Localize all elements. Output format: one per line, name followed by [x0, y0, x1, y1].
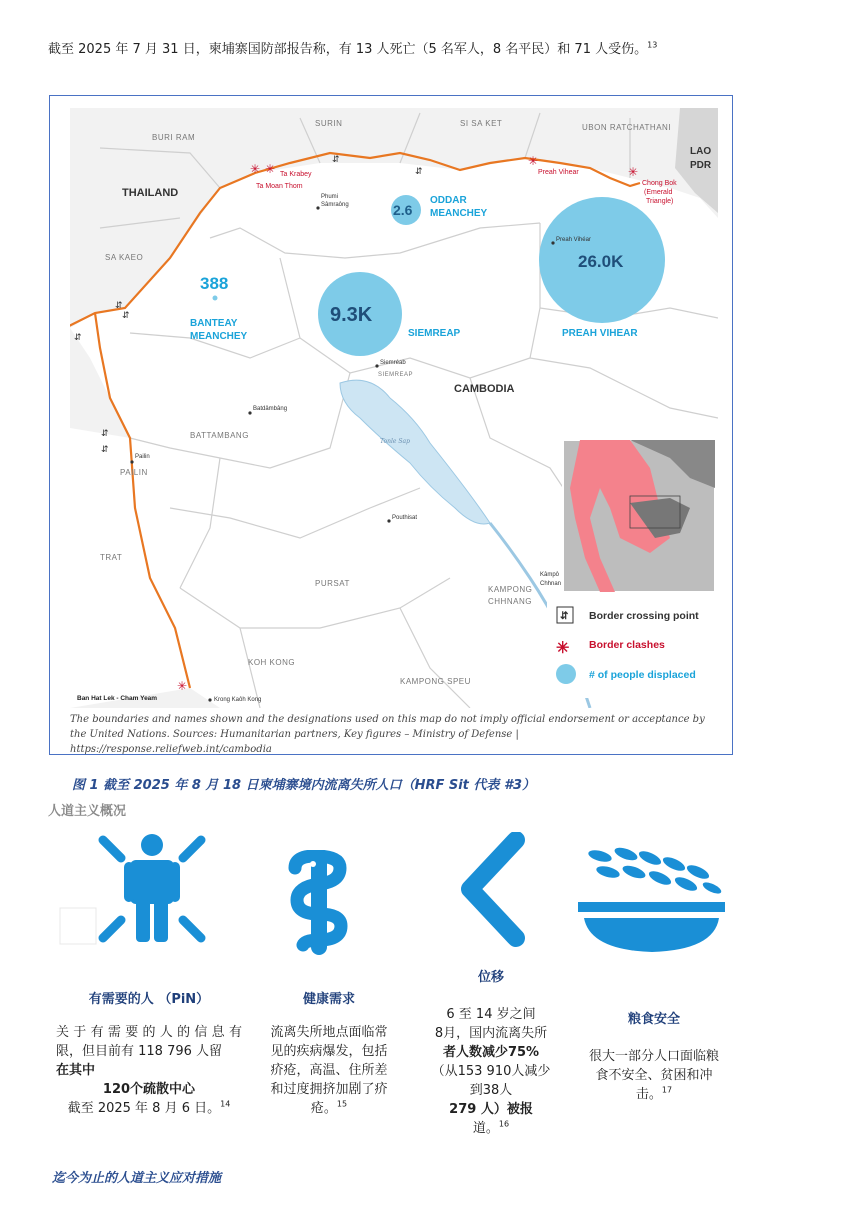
- clash-site-label: Triangle): [646, 198, 674, 205]
- displaced-value-siemreap: 9.3K: [330, 304, 373, 326]
- person-in-need-icon: [58, 830, 213, 945]
- column-line: 击。$^{17}$: [635, 1085, 673, 1102]
- intro-paragraph: 截至 2025 年 7 月 31 日，柬埔寨国防部报告称，有 13 人死亡（5 名军人，8 名平民）和 71 人受伤。$^{13}$: [48, 40, 658, 57]
- column-title: 位移: [477, 970, 504, 985]
- column-line: 限，但目前有 118 796 人留: [56, 1044, 223, 1059]
- map-figure: [49, 95, 733, 755]
- figure-caption: 图 1 截至 2025 年 8 月 18 日柬埔寨境内流离失所人口（HRF Sit 代表 #3）: [72, 778, 536, 793]
- column-line: 6 至 14 岁之间: [446, 1007, 536, 1022]
- province-label-preah-vihear: PREAH VIHEAR: [562, 328, 638, 339]
- column-line: 在其中: [56, 1063, 96, 1078]
- column-line: 和过度拥挤加剧了疥: [270, 1082, 388, 1097]
- map-town: Chhnan: [540, 581, 562, 587]
- province-label-oddar: ODDAR: [430, 195, 467, 206]
- province-label: PAILIN: [120, 468, 148, 477]
- map-legend: [547, 598, 718, 698]
- region-label: SURIN: [315, 119, 343, 128]
- country-label-thailand: THAILAND: [122, 187, 179, 199]
- column-line: 关于有需要的人的信息有: [56, 1025, 242, 1040]
- clash-site-label: Ta Krabey: [280, 171, 312, 178]
- column-line: 疥疮，高温、住所差: [270, 1063, 388, 1078]
- province-label: KAMPONG SPEU: [400, 677, 471, 686]
- column-line: 279 人）被报: [449, 1102, 533, 1117]
- cambodia-map: [70, 108, 718, 708]
- region-label: SI SA KET: [460, 119, 503, 128]
- map-town: Sâmraông: [321, 202, 349, 208]
- food-bowl-icon: [578, 838, 728, 956]
- column-line: 120个疏散中心: [102, 1082, 196, 1097]
- response-section-title: 迄今为止的人道主义应对措施: [52, 1171, 222, 1186]
- border-crossing-icon: ⇵: [74, 333, 82, 343]
- country-label-pdr: PDR: [690, 160, 712, 171]
- province-label: KOH KONG: [248, 658, 296, 667]
- column-line: 道。$^{16}$: [472, 1119, 510, 1136]
- clash-site-label: Ban Hat Lek - Cham Yeam: [77, 695, 158, 702]
- map-town: Pailin: [135, 454, 150, 460]
- column-line: 见的疾病爆发，包括: [270, 1044, 388, 1059]
- province-label: SIEMREAP: [378, 372, 414, 378]
- country-label-lao: LAO: [690, 146, 712, 157]
- clash-icon: ✳: [177, 679, 188, 693]
- province-label-banteay-2: MEANCHEY: [190, 331, 248, 342]
- footnote-ref: 17: [661, 1085, 673, 1095]
- column-line: 到38人: [469, 1083, 513, 1098]
- displacement-arrow-icon: [456, 832, 528, 947]
- border-crossing-icon: ⇵: [122, 311, 130, 321]
- province-label-oddar-2: MEANCHEY: [430, 208, 488, 219]
- province-label-banteay: BANTEAY: [190, 318, 238, 329]
- border-crossing-icon: ⇵: [101, 445, 109, 455]
- displaced-value-preah-vihear: 26.0K: [578, 252, 624, 271]
- legend-clash-label: Border clashes: [589, 639, 665, 651]
- map-town: Batdâmbâng: [253, 406, 288, 412]
- border-crossing-icon: ⇵: [101, 429, 109, 439]
- column-line: 8月，国内流离失所: [434, 1026, 548, 1041]
- clash-site-label: Ta Moan Thom: [256, 183, 303, 190]
- clash-icon: ✳: [250, 162, 261, 176]
- footnote-ref: 16: [498, 1119, 510, 1129]
- column-displacement: [420, 968, 562, 1138]
- column-title: 健康需求: [302, 992, 355, 1007]
- health-snake-icon: [285, 850, 355, 955]
- province-label: KAMPONG: [488, 585, 533, 594]
- region-label: UBON RATCHATHANI: [582, 123, 672, 132]
- column-line: 疮。$^{15}$: [310, 1099, 348, 1116]
- legend-displaced-label: # of people displaced: [589, 669, 696, 681]
- province-label-siemreap: SIEMREAP: [408, 328, 461, 339]
- map-town: Pouthisat: [392, 515, 418, 521]
- inset-map: [563, 440, 715, 592]
- region-label: SA KAEO: [105, 253, 144, 262]
- map-town: Krong Kaôh Kong: [214, 697, 262, 703]
- displaced-value-oddar: 2.6: [393, 202, 413, 218]
- column-pin: [56, 990, 242, 1118]
- column-health: [258, 990, 400, 1118]
- map-town: Kâmpô: [540, 572, 560, 578]
- footnote-ref: 13: [647, 40, 658, 50]
- displaced-value-banteay: 388: [200, 274, 229, 293]
- border-crossing-icon: ⇵: [415, 167, 423, 177]
- column-line: 食不安全、贫困和冲: [595, 1068, 713, 1083]
- clash-site-label: Chong Bok: [642, 180, 677, 187]
- legend-crossing-icon: ⇵: [560, 611, 569, 622]
- border-crossing-icon: ⇵: [332, 155, 340, 165]
- border-crossing-icon: ⇵: [115, 301, 123, 311]
- column-title: 有需要的人 （PiN）: [88, 992, 210, 1007]
- section-title: 人道主义概况: [48, 804, 127, 819]
- column-food-security: [576, 1010, 732, 1104]
- legend-clash-icon: ✳: [556, 640, 570, 657]
- column-title: 粮食安全: [627, 1012, 680, 1027]
- map-town: Preah Vihéar: [556, 237, 591, 243]
- province-label: CHHNANG: [488, 597, 532, 606]
- legend-crossing-label: Border crossing point: [589, 610, 699, 622]
- region-label: BURI RAM: [152, 133, 196, 142]
- clash-icon: ✳: [528, 154, 539, 168]
- column-line: 者人数减少75%: [442, 1045, 540, 1060]
- column-line: 截至 2025 年 8 月 6 日。$^{14}$: [67, 1099, 231, 1116]
- footnote-ref: 14: [220, 1099, 231, 1109]
- column-line: 流离失所地点面临常: [270, 1025, 388, 1040]
- map-town-tonle-sap: Tonle Sap: [380, 438, 410, 445]
- map-disclaimer: The boundaries and names shown and the designations used on this map do not imply official endorsement or acceptance by the United Nations. Sources: Humanitarian partners, Key figures – Ministry of Defense | https://response.reliefweb.int/cambodia: [70, 714, 705, 755]
- column-line: （从153 910人减少: [431, 1064, 551, 1079]
- clash-icon: ✳: [265, 162, 276, 176]
- region-label: TRAT: [100, 553, 123, 562]
- country-label-cambodia: CAMBODIA: [454, 383, 515, 395]
- map-town: Phumi: [321, 194, 339, 200]
- province-label: PURSAT: [315, 579, 350, 588]
- clash-site-label: Preah Vihear: [538, 169, 579, 176]
- footnote-ref: 15: [336, 1099, 348, 1109]
- column-line: 很大一部分人口面临粮: [588, 1049, 719, 1064]
- clash-icon: ✳: [628, 165, 639, 179]
- province-label: BATTAMBANG: [190, 431, 249, 440]
- clash-site-label: (Emerald: [644, 189, 673, 196]
- map-town: Siemréab: [380, 360, 406, 366]
